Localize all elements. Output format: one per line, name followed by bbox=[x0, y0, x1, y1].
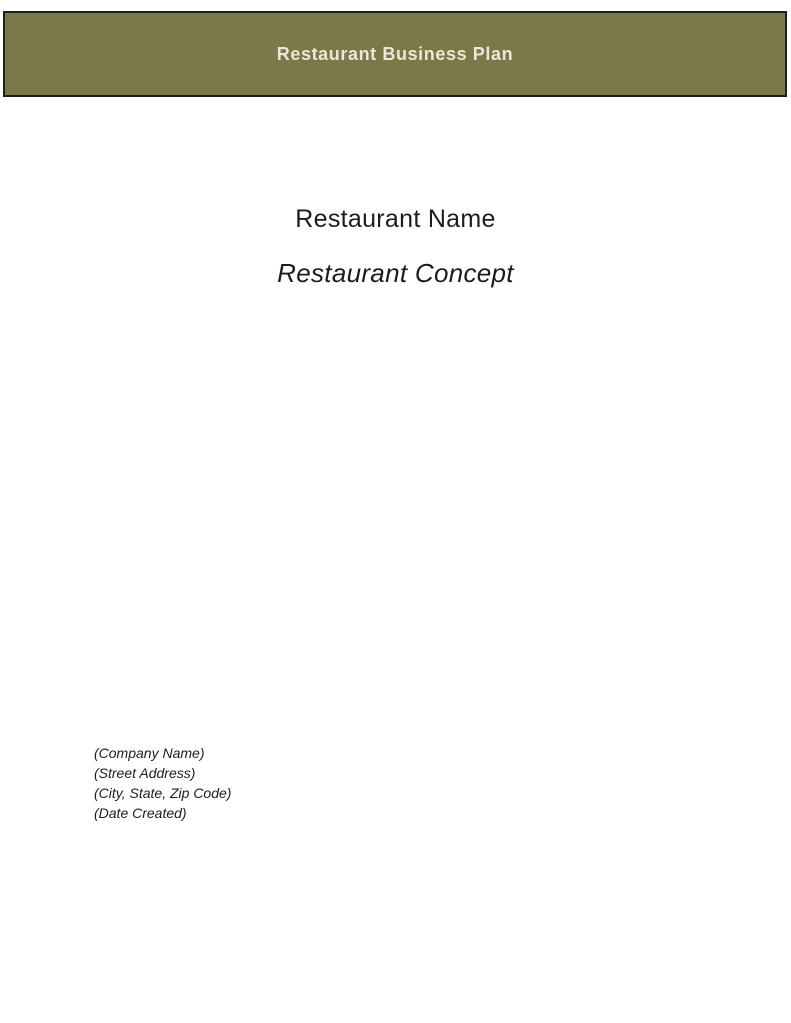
address-line-city-state-zip: (City, State, Zip Code) bbox=[94, 785, 232, 801]
address-line-street-address: (Street Address) bbox=[94, 765, 196, 781]
restaurant-concept-subtitle: Restaurant Concept bbox=[277, 258, 514, 288]
banner-title-text: Restaurant Business Plan bbox=[276, 43, 514, 64]
restaurant-name-title: Restaurant Name bbox=[295, 205, 496, 233]
title-banner bbox=[3, 11, 787, 97]
address-line-company-name: (Company Name) bbox=[94, 745, 205, 761]
address-block bbox=[94, 743, 231, 823]
address-line-date-created: (Date Created) bbox=[94, 805, 187, 821]
